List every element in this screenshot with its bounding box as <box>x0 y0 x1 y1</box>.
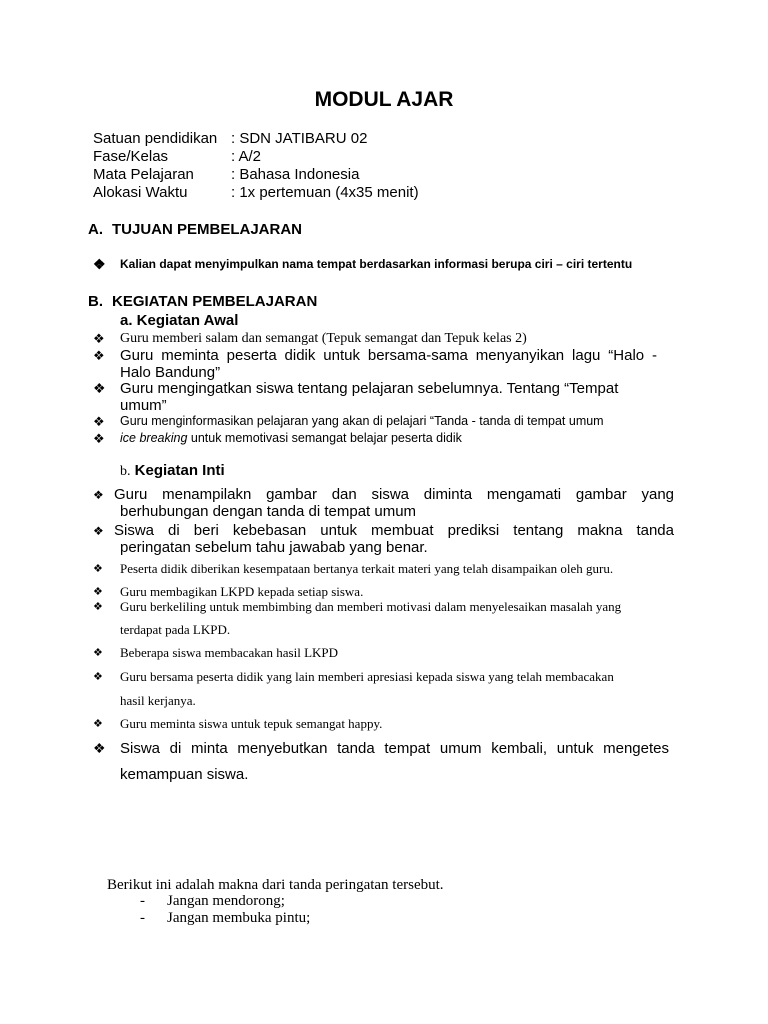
list-item-text <box>120 431 462 446</box>
list-item-text: Guru menginformasikan pelajaran yang akan di pelajari “Tanda - tanda di tempat umum <box>120 414 604 428</box>
list-item-text: Guru menampilakn gambar dan siswa diminta mengamati gambar yang <box>114 486 674 503</box>
list-item-text-rest: untuk memotivasi semangat belajar peserta didik <box>187 431 462 445</box>
info-value: : 1x pertemuan (4x35 menit) <box>231 184 419 201</box>
list-item-text: berhubungan dengan tanda di tempat umum <box>120 503 417 520</box>
diamond-bullet-icon: ❖ <box>93 671 103 683</box>
list-item <box>93 522 674 558</box>
diamond-bullet-icon: ❖ <box>93 380 106 396</box>
info-row-mapel <box>93 166 359 184</box>
section-title: TUJUAN PEMBELAJARAN <box>112 221 303 238</box>
list-item-text: Siswa di beri kebebasan untuk membuat prediksi tentang makna tanda <box>114 522 674 539</box>
list-item-text: Guru meminta siswa untuk tepuk semangat happy. <box>120 716 383 731</box>
info-label: Mata Pelajaran <box>93 166 194 183</box>
list-item-text: hasil kerjanya. <box>120 693 196 708</box>
list-item-text: Guru bersama peserta didik yang lain memberi apresiasi kepada siswa yang telah membacakan <box>120 669 614 684</box>
list-item <box>93 380 667 416</box>
list-item-text: Kalian dapat menyimpulkan nama tempat berdasarkan informasi berupa ciri – ciri tertentu <box>120 257 633 271</box>
info-value: : A/2 <box>231 148 262 165</box>
list-item-text: Guru berkeliling untuk membimbing dan memberi motivasi dalam menyelesaikan masalah yang <box>120 599 622 614</box>
dash-bullet-icon: - <box>140 910 145 926</box>
list-item-text: umum” <box>120 397 167 414</box>
footer-item: Jangan membuka pintu; <box>167 910 311 926</box>
subsection-prefix: b. <box>120 464 131 479</box>
section-b-heading <box>88 293 317 310</box>
page-title: MODUL AJAR <box>314 88 454 111</box>
subsection-awal-heading: a. Kegiatan Awal <box>120 312 239 329</box>
diamond-bullet-icon: ❖ <box>93 740 106 756</box>
diamond-bullet-icon: ❖ <box>93 524 104 538</box>
list-item-text: Peserta didik diberikan kesempataan bertanya terkait materi yang telah disampaikan oleh guru. <box>120 561 614 576</box>
list-item-text: Guru meminta peserta didik untuk bersama-sama menyanyikan lagu “Halo - <box>120 347 657 364</box>
info-value: : SDN JATIBARU 02 <box>231 130 368 147</box>
list-item <box>93 347 667 383</box>
section-number: A. <box>88 221 103 238</box>
info-label: Alokasi Waktu <box>93 184 188 201</box>
section-a-heading <box>88 221 302 238</box>
list-item-text: Guru memberi salam dan semangat (Tepuk semangat dan Tepuk kelas 2) <box>120 331 527 346</box>
info-row-fase <box>93 148 261 166</box>
info-value: : Bahasa Indonesia <box>231 166 360 183</box>
emphasis-text: ice breaking <box>120 431 188 445</box>
list-item <box>93 486 674 522</box>
diamond-bullet-icon: ❖ <box>93 431 105 446</box>
footer-intro: Berikut ini adalah makna dari tanda peringatan tersebut. <box>107 877 444 893</box>
diamond-bullet-icon: ❖ <box>93 586 103 598</box>
diamond-bullet-icon: ❖ <box>93 256 106 272</box>
dash-bullet-icon: - <box>140 893 145 909</box>
list-item <box>93 740 669 792</box>
list-item-text: Halo Bandung” <box>120 364 221 381</box>
info-label: Satuan pendidikan <box>93 130 218 147</box>
info-row-satuan <box>93 130 367 148</box>
footer-item: Jangan mendorong; <box>167 893 285 909</box>
section-number: B. <box>88 293 103 310</box>
diamond-bullet-icon: ❖ <box>93 718 103 730</box>
list-item-text: Guru mengingatkan siswa tentang pelajaran sebelumnya. Tentang “Tempat <box>120 380 619 397</box>
diamond-bullet-icon: ❖ <box>93 488 104 502</box>
diamond-bullet-icon: ❖ <box>93 331 105 346</box>
diamond-bullet-icon: ❖ <box>93 601 103 613</box>
subsection-inti-heading <box>120 462 225 480</box>
list-item-text: Siswa di minta menyebutkan tanda tempat umum kembali, untuk mengetes <box>120 740 669 757</box>
subsection-title: Kegiatan Inti <box>134 462 225 479</box>
diamond-bullet-icon: ❖ <box>93 414 105 429</box>
info-label: Fase/Kelas <box>93 148 169 165</box>
info-row-alokasi <box>93 184 419 202</box>
section-title: KEGIATAN PEMBELAJARAN <box>112 293 318 310</box>
diamond-bullet-icon: ❖ <box>93 647 103 659</box>
list-item-text: Beberapa siswa membacakan hasil LKPD <box>120 645 339 660</box>
diamond-bullet-icon: ❖ <box>93 348 105 363</box>
diamond-bullet-icon: ❖ <box>93 563 103 575</box>
list-item-text: kemampuan siswa. <box>120 766 249 783</box>
list-item-text: terdapat pada LKPD. <box>120 622 231 637</box>
list-item-text: peringatan sebelum tahu jawabab yang benar. <box>120 539 428 556</box>
list-item-text: Guru membagikan LKPD kepada setiap siswa. <box>120 584 364 599</box>
